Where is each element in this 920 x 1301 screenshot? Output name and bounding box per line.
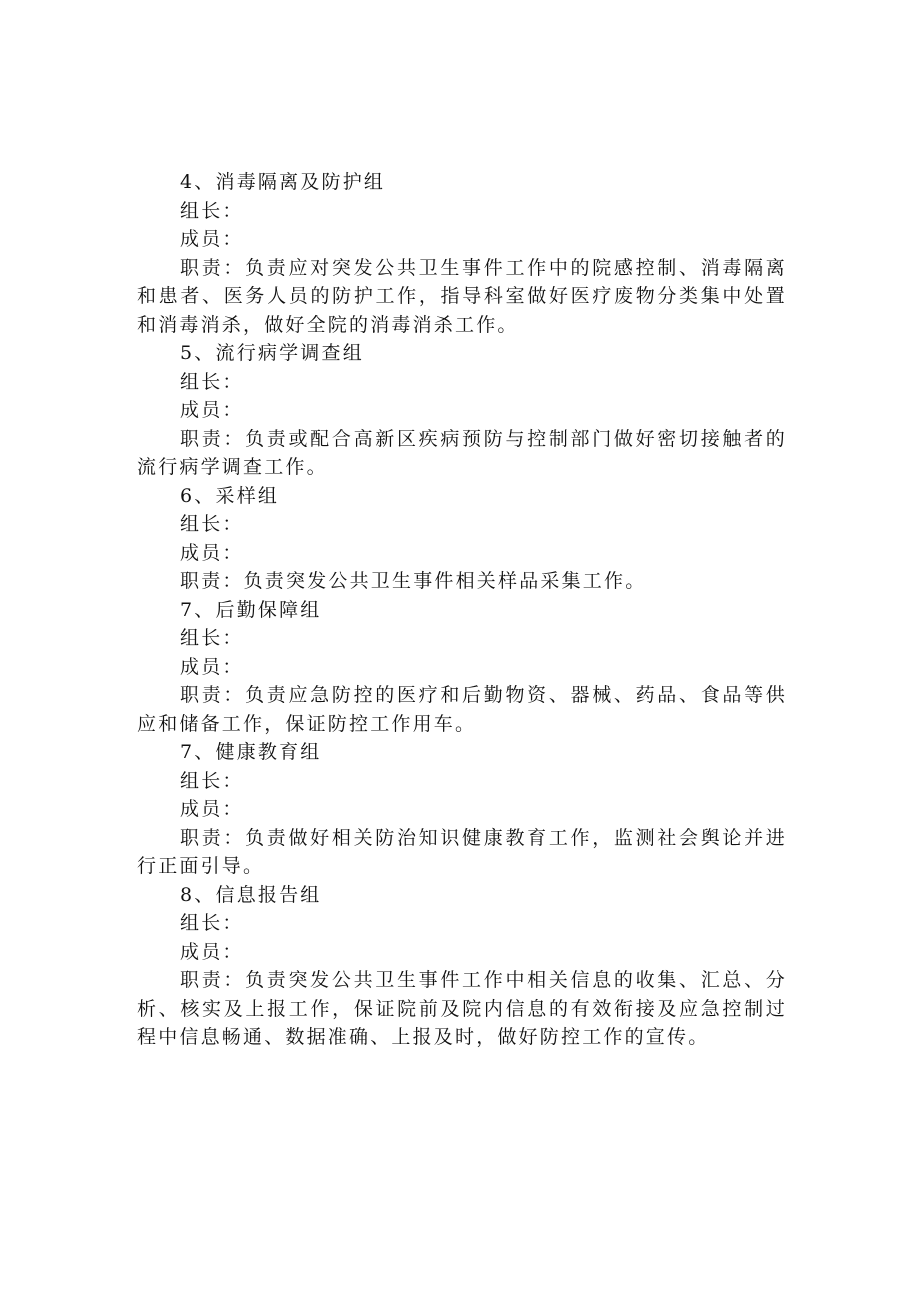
section-members: 成员： [180, 399, 244, 421]
section-duty: 职责：负责或配合高新区疾病预防与控制部门做好密切接触者的流行病学调查工作。 [137, 427, 787, 478]
section-leader: 组长： [180, 370, 244, 393]
section-duty: 职责：负责突发公共卫生事件相关样品采集工作。 [180, 570, 647, 592]
section-duty: 职责：负责应对突发公共卫生事件工作中的院感控制、消毒隔离和患者、医务人员的防护工作，指导科室做好医疗废物分类集中处置和消毒消杀，做好全院的消毒消杀工作。 [137, 256, 787, 336]
section-leader: 组长： [180, 769, 244, 792]
section-leader: 组长： [180, 513, 244, 535]
section-heading: 8、信息报告组 [180, 883, 322, 906]
section-heading: 5、流行病学调查组 [180, 342, 364, 364]
section-members: 成员： [180, 940, 244, 963]
section-members: 成员： [180, 655, 244, 678]
document-body [137, 168, 787, 1052]
section-leader: 组长： [180, 199, 244, 222]
section-duty: 职责：负责突发公共卫生事件工作中相关信息的收集、汇总、分析、核实及上报工作，保证院前及院内信息的有效衔接及应急控制过程中信息畅通、数据准确、上报及时，做好防控工作的宣传。 [137, 969, 787, 1048]
section-heading: 4、消毒隔离及防护组 [180, 171, 386, 193]
section-duty: 职责：负责做好相关防治知识健康教育工作，监测社会舆论并进行正面引导。 [137, 826, 787, 877]
section-leader: 组长： [180, 627, 244, 649]
section-members: 成员： [180, 228, 244, 250]
section-heading: 7、健康教育组 [180, 741, 322, 763]
section-leader: 组长： [180, 912, 244, 934]
section-members: 成员： [180, 541, 244, 564]
section-duty: 职责：负责应急防控的医疗和后勤物资、器械、药品、食品等供应和储备工作，保证防控工作用车。 [137, 684, 787, 735]
section-heading: 7、后勤保障组 [180, 598, 322, 621]
section-members: 成员： [180, 798, 244, 820]
section-heading: 6、采样组 [180, 484, 280, 507]
